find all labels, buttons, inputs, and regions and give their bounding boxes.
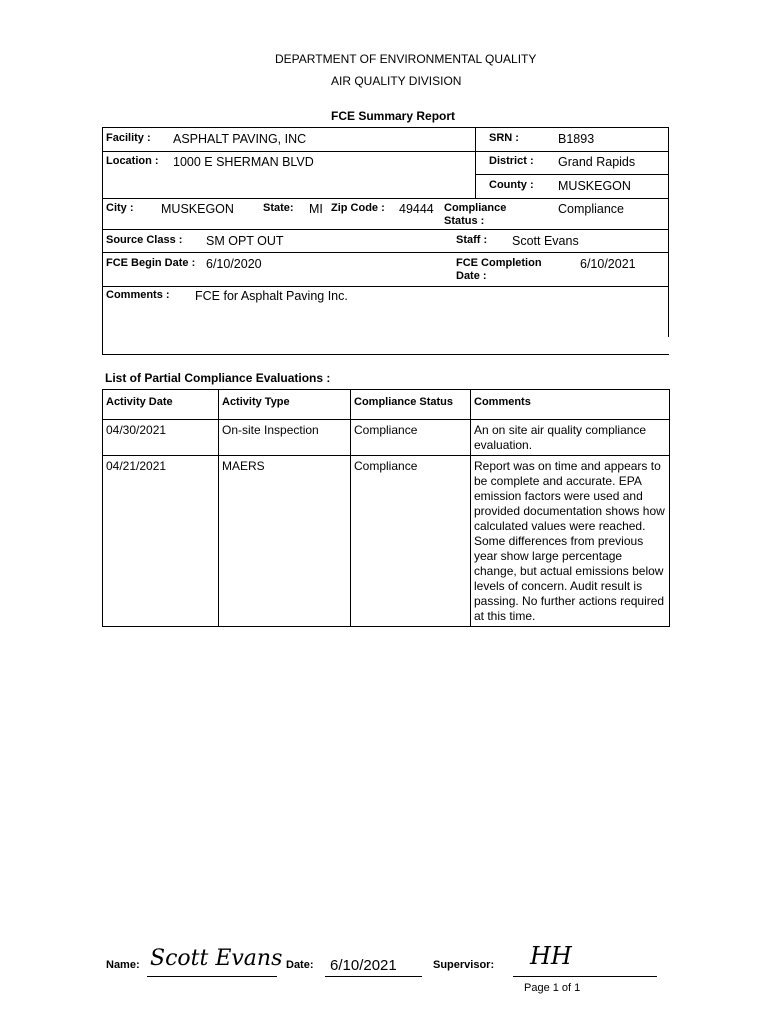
row-activity-type: MAERS [219, 456, 351, 627]
row-activity-date: 04/30/2021 [103, 420, 219, 456]
fce-completion-value: 6/10/2021 [580, 257, 636, 271]
name-signature: Scott Evans [150, 946, 283, 971]
row-compliance-status: Compliance [351, 456, 471, 627]
report-title: FCE Summary Report [331, 109, 456, 123]
column-header-activity-type: Activity Type [219, 390, 351, 420]
supervisor-line [513, 976, 657, 977]
name-signature-line [147, 976, 277, 977]
column-header-activity-date: Activity Date [103, 390, 219, 420]
row-compliance-status: Compliance [351, 420, 471, 456]
srn-label: SRN : [489, 132, 519, 144]
source-class-label: Source Class : [106, 234, 183, 246]
column-header-comments: Comments [471, 390, 670, 420]
compliance-status-label: Compliance [444, 202, 507, 214]
page-number: Page 1 of 1 [524, 982, 581, 994]
compliance-status-value: Compliance [558, 202, 625, 216]
supervisor-label: Supervisor: [433, 959, 495, 971]
department-title: DEPARTMENT OF ENVIRONMENTAL QUALITY [275, 52, 537, 66]
comments-label: Comments : [106, 289, 170, 301]
source-class-value: SM OPT OUT [206, 234, 284, 248]
date-line [325, 976, 422, 977]
facility-value: ASPHALT PAVING, INC [173, 132, 307, 146]
row-activity-type: On-site Inspection [219, 420, 351, 456]
table-header-row [103, 390, 670, 420]
name-label: Name: [106, 959, 140, 971]
state-label: State: [263, 202, 294, 214]
compliance-status-label-2: Status : [444, 215, 485, 227]
district-value: Grand Rapids [558, 155, 636, 169]
fce-completion-label: FCE Completion [456, 257, 542, 269]
fce-completion-label-2: Date : [456, 270, 487, 282]
supervisor-signature: HH [530, 942, 572, 970]
location-label: Location : [106, 155, 159, 167]
zip-label: Zip Code : [331, 202, 385, 214]
state-value: MI [309, 202, 323, 216]
facility-label: Facility : [106, 132, 151, 144]
date-value: 6/10/2021 [330, 957, 397, 974]
fce-begin-value: 6/10/2020 [206, 257, 262, 271]
zip-value: 49444 [399, 202, 434, 216]
division-title: AIR QUALITY DIVISION [331, 74, 462, 88]
staff-label: Staff : [456, 234, 488, 246]
location-value: 1000 E SHERMAN BLVD [173, 155, 314, 169]
fce-begin-label: FCE Begin Date : [106, 257, 196, 269]
county-label: County : [489, 179, 534, 191]
table-row [103, 456, 670, 627]
comments-value: FCE for Asphalt Paving Inc. [195, 289, 348, 303]
column-header-compliance-status: Compliance Status [351, 390, 471, 420]
evaluations-table [102, 389, 670, 627]
county-value: MUSKEGON [558, 179, 631, 193]
city-label: City : [106, 202, 134, 214]
district-label: District : [489, 155, 534, 167]
row-activity-date: 04/21/2021 [103, 456, 219, 627]
evaluations-title: List of Partial Compliance Evaluations : [105, 371, 331, 385]
date-label: Date: [286, 959, 314, 971]
srn-value: B1893 [558, 132, 595, 146]
table-row [103, 420, 670, 456]
row-comments: Report was on time and appears to be complete and accurate. EPA emission factors were used and provided documentation shows how calculated values were reached. Some differences from previous year show large percentage change, but actual emissions below levels of concern. Audit result is passing. No further actions required at this time. [471, 456, 670, 627]
city-value: MUSKEGON [161, 202, 234, 216]
staff-value: Scott Evans [512, 234, 579, 248]
row-comments: An on site air quality compliance evaluation. [471, 420, 670, 456]
